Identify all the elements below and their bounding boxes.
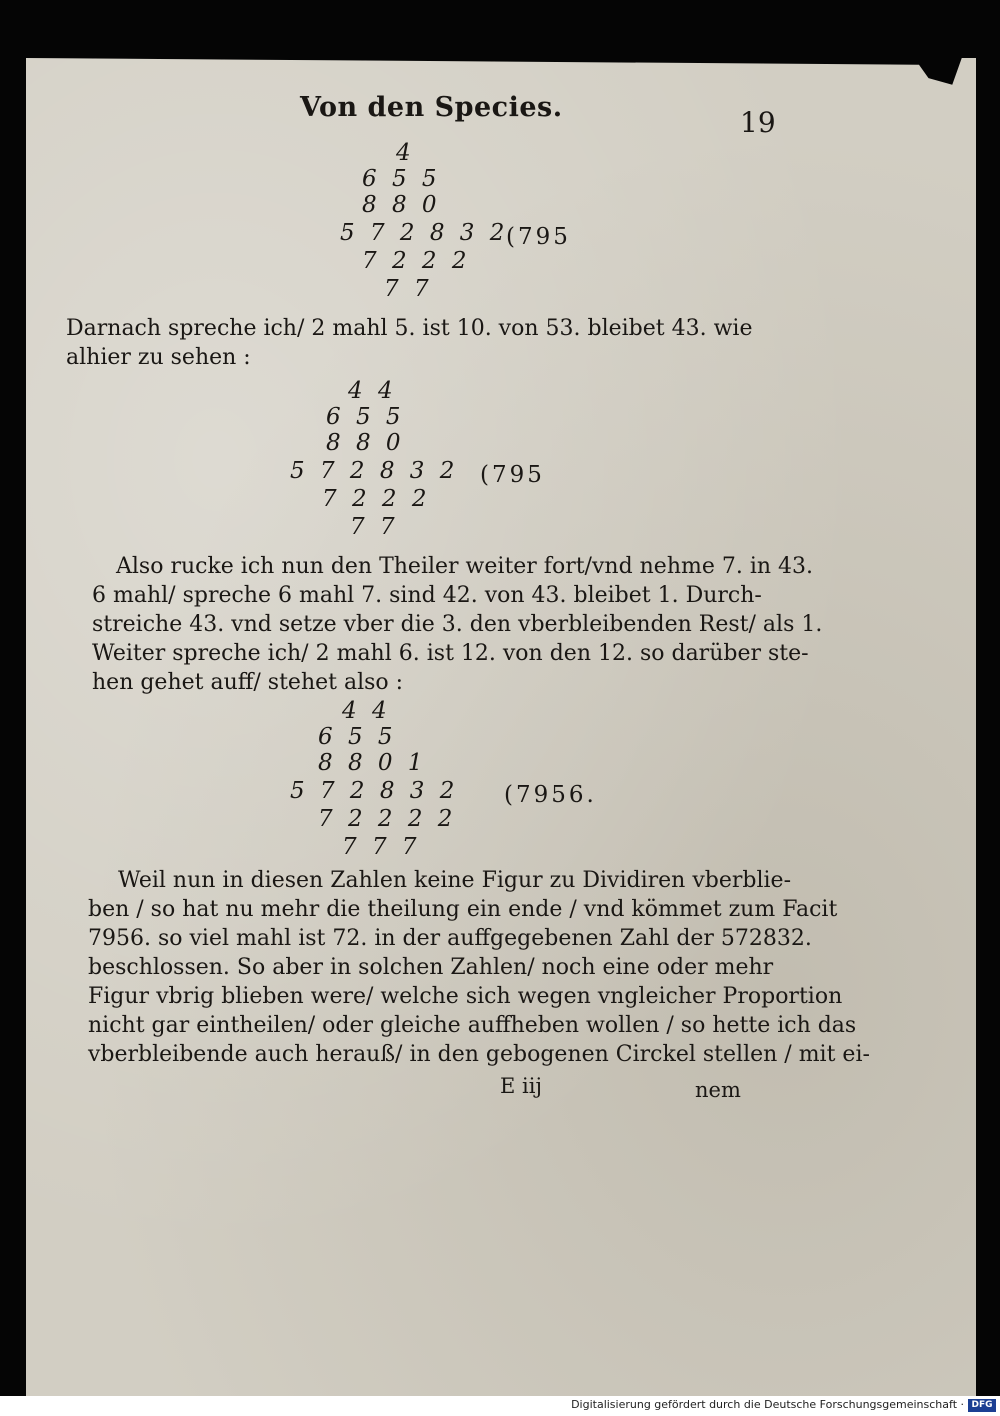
dfg-logo-icon: DFG: [968, 1399, 996, 1412]
figure-row: 7 2 2 2: [322, 486, 431, 512]
figure-row: 4 4: [348, 378, 397, 404]
figure-row: 7 7: [384, 276, 433, 302]
text-line: alhier zu sehen :: [66, 345, 251, 370]
figure-row: 4: [396, 140, 415, 166]
text-line: nicht gar eintheilen/ oder gleiche auffheben wollen / so hette ich das: [88, 1013, 857, 1038]
figure-row: 7 2 2 2 2: [318, 806, 457, 832]
figure-row: 7 7: [350, 514, 399, 540]
digitization-footer: [0, 1396, 1000, 1416]
figure-row: 5 7 2 8 3 2: [290, 458, 459, 484]
text-line: hen gehet auff/ stehet also :: [92, 670, 404, 695]
division-figure-3: [286, 698, 646, 868]
figure-row: 8 8 0 1: [318, 750, 427, 776]
figure-row: 6 5 5: [362, 166, 441, 192]
paragraph-2: [92, 552, 822, 697]
text-line: Also rucke ich nun den Theiler weiter fort/vnd nehme 7. in 43.: [116, 554, 814, 579]
figure-quotient: (7956.: [504, 782, 597, 808]
text-line: beschlossen. So aber in solchen Zahlen/ noch eine oder mehr: [88, 955, 774, 980]
figure-quotient: (795: [506, 224, 571, 250]
text-line: Weil nun in diesen Zahlen keine Figur zu Dividiren vberblie-: [118, 868, 791, 893]
text-line: Figur vbrig blieben were/ welche sich wegen vngleicher Proportion: [88, 984, 843, 1009]
text-line: vberbleibende auch herauß/ in den gebogenen Circkel stellen / mit ei-: [88, 1042, 870, 1067]
figure-row: 4 4: [342, 698, 391, 724]
figure-row: 8 8 0: [362, 192, 441, 218]
signature-mark: E iij: [500, 1074, 542, 1098]
text-line: streiche 43. vnd setze vber die 3. den vberbleibenden Rest/ als 1.: [92, 612, 823, 637]
figure-row: 7 7 7: [342, 834, 421, 860]
figure-row: 6 5 5: [326, 404, 405, 430]
footer-credit: Digitalisierung gefördert durch die Deutsche Forschungsgemeinschaft ·: [571, 1398, 964, 1411]
division-figure-2: [290, 378, 610, 548]
running-head: Von den Species.: [300, 92, 563, 123]
text-line: Weiter spreche ich/ 2 mahl 6. ist 12. von den 12. so darüber ste-: [92, 641, 809, 666]
figure-row: 6 5 5: [318, 724, 397, 750]
paragraph-1: [66, 314, 752, 372]
paragraph-3: [88, 866, 870, 1069]
figure-row: 8 8 0: [326, 430, 405, 456]
text-line: 6 mahl/ spreche 6 mahl 7. sind 42. von 43. bleibet 1. Durch-: [92, 583, 762, 608]
figure-quotient: (795: [480, 462, 545, 488]
text-line: Darnach spreche ich/ 2 mahl 5. ist 10. von 53. bleibet 43. wie: [66, 316, 753, 341]
figure-row: 5 7 2 8 3 2: [290, 778, 459, 804]
text-line: ben / so hat nu mehr die theilung ein ende / vnd kömmet zum Facit: [88, 897, 838, 922]
figure-row: 7 2 2 2: [362, 248, 471, 274]
page-number: 19: [740, 106, 776, 139]
figure-row: 5 7 2 8 3 2: [340, 220, 509, 246]
division-figure-1: [340, 140, 640, 310]
catchword: nem: [695, 1078, 741, 1102]
text-line: 7956. so viel mahl ist 72. in der auffgegebenen Zahl der 572832.: [88, 926, 812, 951]
